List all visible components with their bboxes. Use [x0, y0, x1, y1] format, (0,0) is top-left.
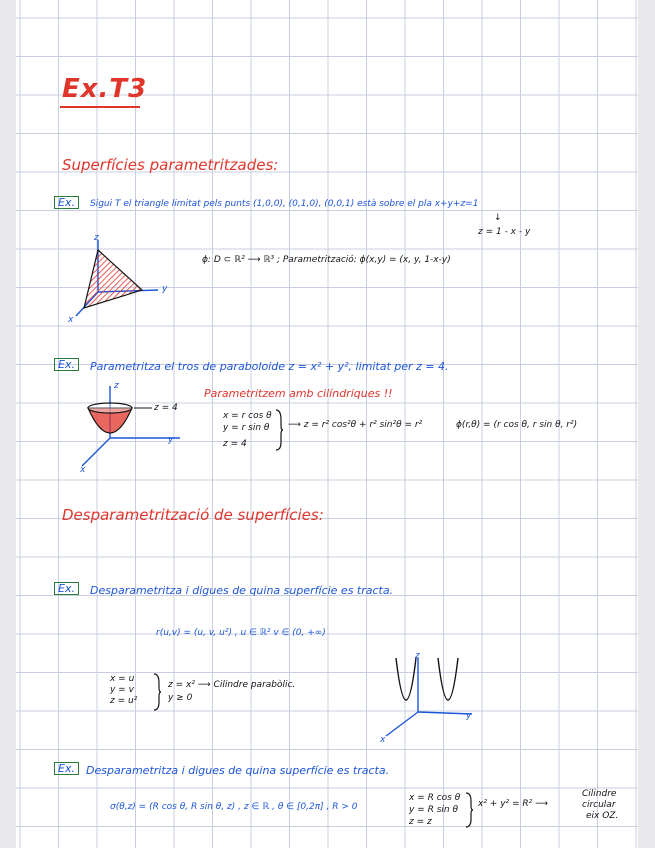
ex4-result-line1: Cilindre	[582, 789, 617, 799]
ex2-axis-x-label: x	[80, 465, 86, 475]
ex4-system-line3: z = z	[409, 817, 432, 827]
ex2-z4-label: z = 4	[154, 403, 178, 413]
ex2-system-line3: z = 4	[223, 439, 247, 449]
ex2-axis-z-label: z	[114, 381, 119, 391]
ex2-statement: Parametritza el tros de paraboloide z = x² + y², limitat per z = 4.	[90, 360, 449, 373]
ex2-badge: Ex.	[54, 358, 79, 371]
ex4-statement: Desparametritza i digues de quina superfície es tracta.	[86, 764, 390, 777]
ex1-axis-z-label: z	[94, 233, 99, 243]
ex3-axis-y-label: y	[466, 711, 472, 721]
section-heading-deparametrization: Desparametrització de superfícies:	[62, 506, 324, 524]
ex4-system-line1: x = R cos θ	[409, 793, 461, 803]
ex3-statement: Desparametritza i digues de quina superfície es tracta.	[90, 584, 394, 597]
ex1-arrow: ↓	[494, 213, 502, 223]
ex3-equation: z = x² ⟶ Cilindre parabòlic.	[168, 680, 296, 690]
ex2-system-brace	[274, 408, 284, 452]
notebook-page	[16, 0, 638, 848]
ex3-system-line3: z = u²	[110, 696, 138, 706]
ex4-system-brace	[464, 791, 474, 829]
ex4-system-line2: y = R sin θ	[409, 805, 458, 815]
ex4-result-line3: eix OZ.	[586, 811, 619, 821]
ex3-parabolic-cylinder-diagram	[376, 652, 486, 742]
ex3-axis-x-label: x	[380, 735, 386, 745]
ex2-system-line1: x = r cos θ	[223, 411, 272, 421]
ex3-parametrization: r(u,v) = (u, v, u²) , u ∈ ℝ² v ∈ (0, +∞)	[156, 628, 326, 638]
ex2-note: Parametritzem amb cilíndriques !!	[204, 387, 393, 400]
ex2-substitution: ⟶ z = r² cos²θ + r² sin²θ = r²	[288, 420, 423, 430]
ex2-result: ϕ(r,θ) = (r cos θ, r sin θ, r²)	[456, 420, 578, 430]
ex2-paraboloid-diagram	[68, 378, 198, 478]
ex4-badge: Ex.	[54, 762, 79, 775]
ex4-parametrization: σ(θ,z) = (R cos θ, R sin θ, z) , z ∈ ℝ , θ ∈ [0,2π] , R > 0	[110, 802, 358, 812]
ex1-badge: Ex.	[54, 196, 79, 209]
ex3-badge: Ex.	[54, 582, 79, 595]
ex1-z-equation: z = 1 - x - y	[478, 227, 531, 237]
ex1-axis-x-label: x	[68, 315, 74, 325]
ex3-axis-z-label: z	[415, 651, 420, 661]
page-title: Ex.T3	[62, 74, 148, 104]
ex1-parametrization: ϕ: D ⊂ ℝ² ⟶ ℝ³ ; Parametrització: ϕ(x,y) = (x, y, 1-x-y)	[202, 255, 451, 265]
ex3-system-brace	[152, 672, 162, 712]
ex4-result-line2: circular	[582, 800, 616, 810]
title-underline	[60, 106, 140, 108]
section-heading-parametrized: Superfícies parametritzades:	[62, 156, 279, 174]
ex3-system-line1: x = u	[110, 674, 135, 684]
ex2-axis-y-label: y	[168, 435, 174, 445]
ex1-statement: Sigui T el triangle limitat pels punts (1,0,0), (0,1,0), (0,0,1) està sobre el pla x+y+z=1	[90, 199, 479, 209]
ex1-axis-y-label: y	[162, 284, 168, 294]
ex3-system-line2: y = v	[110, 685, 134, 695]
ex3-condition: y ≥ 0	[168, 693, 193, 703]
ex2-system-line2: y = r sin θ	[223, 423, 270, 433]
ex1-triangle-diagram	[66, 232, 186, 332]
ex4-equation: x² + y² = R² ⟶	[478, 799, 549, 809]
